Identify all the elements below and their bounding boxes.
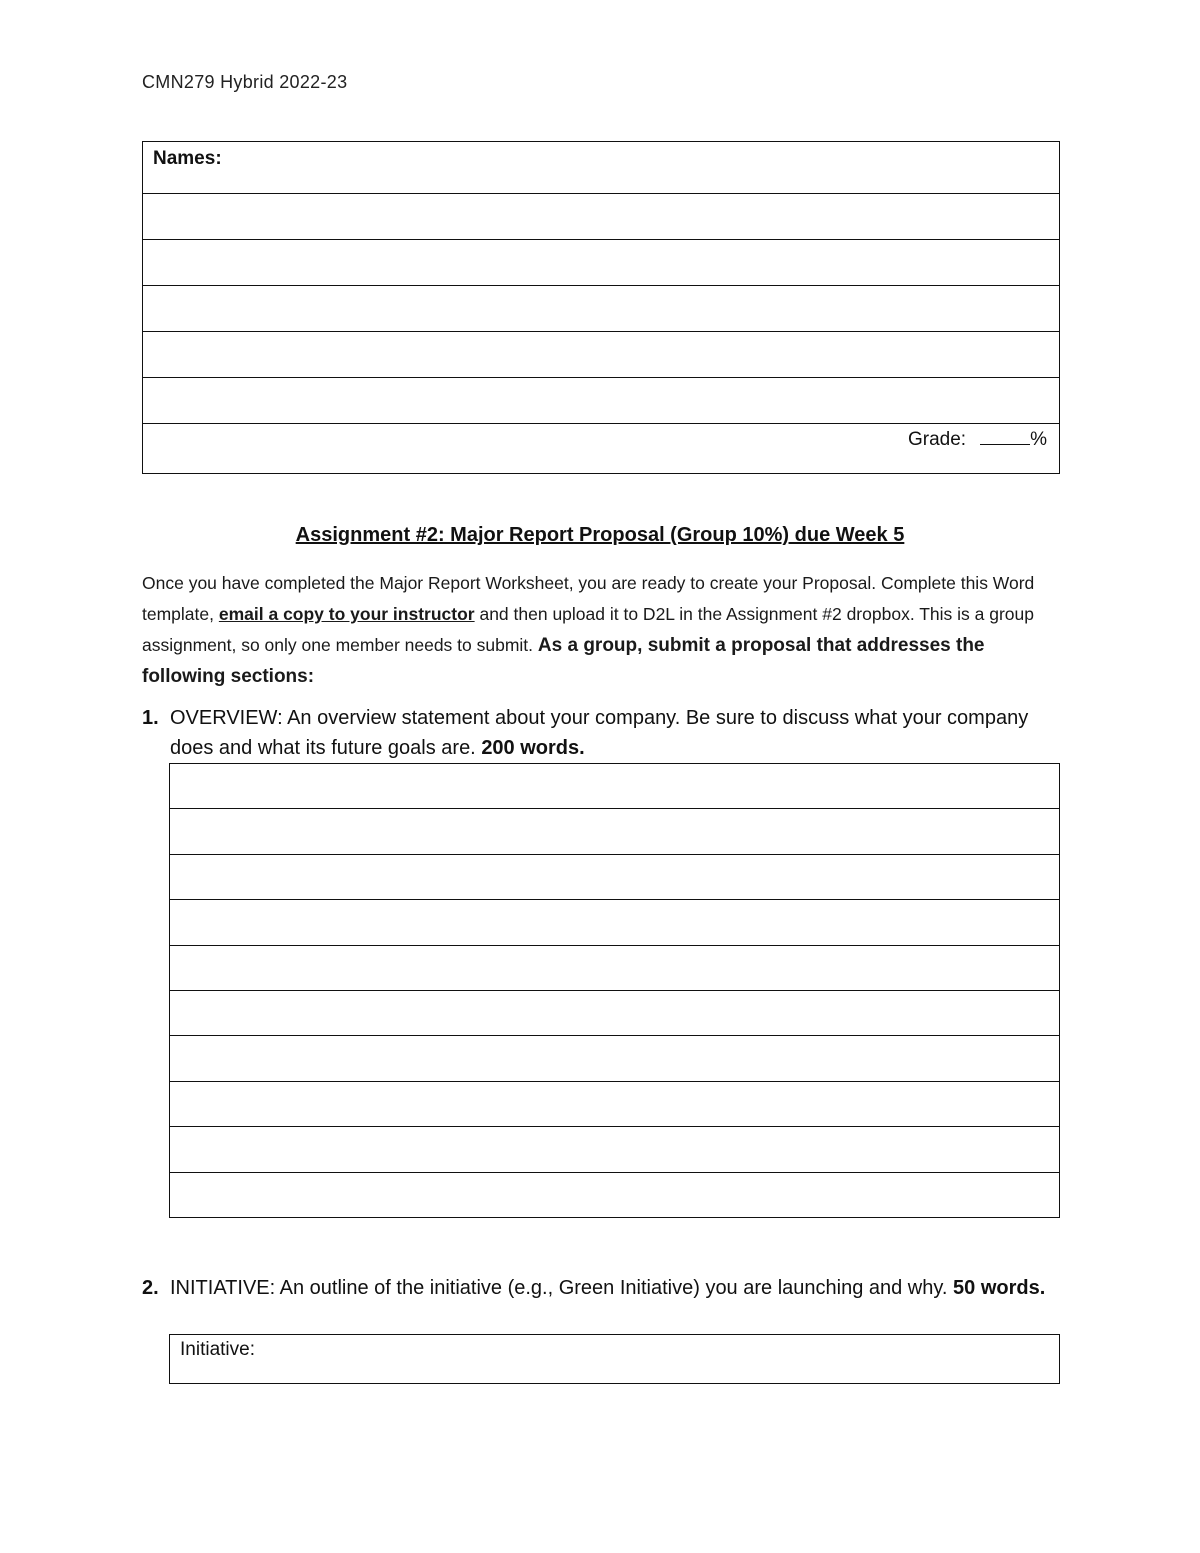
overview-line[interactable] <box>170 990 1060 1035</box>
assignment-title: Assignment #2: Major Report Proposal (Group 10%) due Week 5 <box>295 524 905 546</box>
section-number: 1. <box>142 707 159 729</box>
section-initiative <box>142 1273 1062 1303</box>
section-overview <box>142 703 1062 763</box>
overview-line[interactable] <box>170 1036 1060 1081</box>
email-instructor-emphasis: email a copy to your instructor <box>218 604 475 624</box>
grade-suffix: % <box>1030 429 1047 450</box>
overview-line[interactable] <box>170 1172 1060 1217</box>
overview-line[interactable] <box>170 945 1060 990</box>
overview-line[interactable] <box>170 854 1060 899</box>
section-heading: OVERVIEW: <box>170 707 283 729</box>
overview-line[interactable] <box>170 900 1060 945</box>
intro-text-2: and then upload it to D2L in the Assignment #2 dropbox. This is a group assignment, so only one member needs to submit. <box>142 604 1035 655</box>
name-field[interactable] <box>143 240 1060 286</box>
intro-text-3: As a group, submit a proposal that addresses the following sections: <box>142 635 985 687</box>
section-heading: INITIATIVE: <box>170 1277 276 1299</box>
grade-row <box>143 424 1060 474</box>
section-number: 2. <box>142 1277 159 1299</box>
intro-text-1: Once you have completed the Major Report Worksheet, you are ready to create your Proposal. Complete this Word template, <box>142 573 1035 624</box>
course-header: CMN279 Hybrid 2022-23 <box>142 72 348 92</box>
overview-line[interactable] <box>170 1127 1060 1172</box>
grade-blank[interactable] <box>980 428 1030 445</box>
section-word-count: 200 words. <box>481 737 585 759</box>
grade-label: Grade: <box>908 429 967 450</box>
name-field[interactable] <box>143 194 1060 240</box>
name-field[interactable] <box>143 286 1060 332</box>
names-table <box>142 141 1060 474</box>
initiative-field[interactable]: Initiative: <box>170 1335 1060 1384</box>
section-text: An outline of the initiative (e.g., Green Initiative) you are launching and why. <box>275 1277 954 1299</box>
section-text: An overview statement about your company. Be sure to discuss what your company does and what its future goals are. <box>170 707 1029 759</box>
section-word-count: 50 words. <box>953 1277 1046 1299</box>
overview-line[interactable] <box>170 764 1060 809</box>
initiative-table <box>169 1334 1060 1384</box>
overview-line[interactable] <box>170 1081 1060 1126</box>
names-label: Names: <box>143 142 1060 194</box>
assignment-intro <box>142 568 1062 692</box>
overview-line[interactable] <box>170 809 1060 854</box>
overview-table <box>169 763 1060 1218</box>
name-field[interactable] <box>143 378 1060 424</box>
name-field[interactable] <box>143 332 1060 378</box>
